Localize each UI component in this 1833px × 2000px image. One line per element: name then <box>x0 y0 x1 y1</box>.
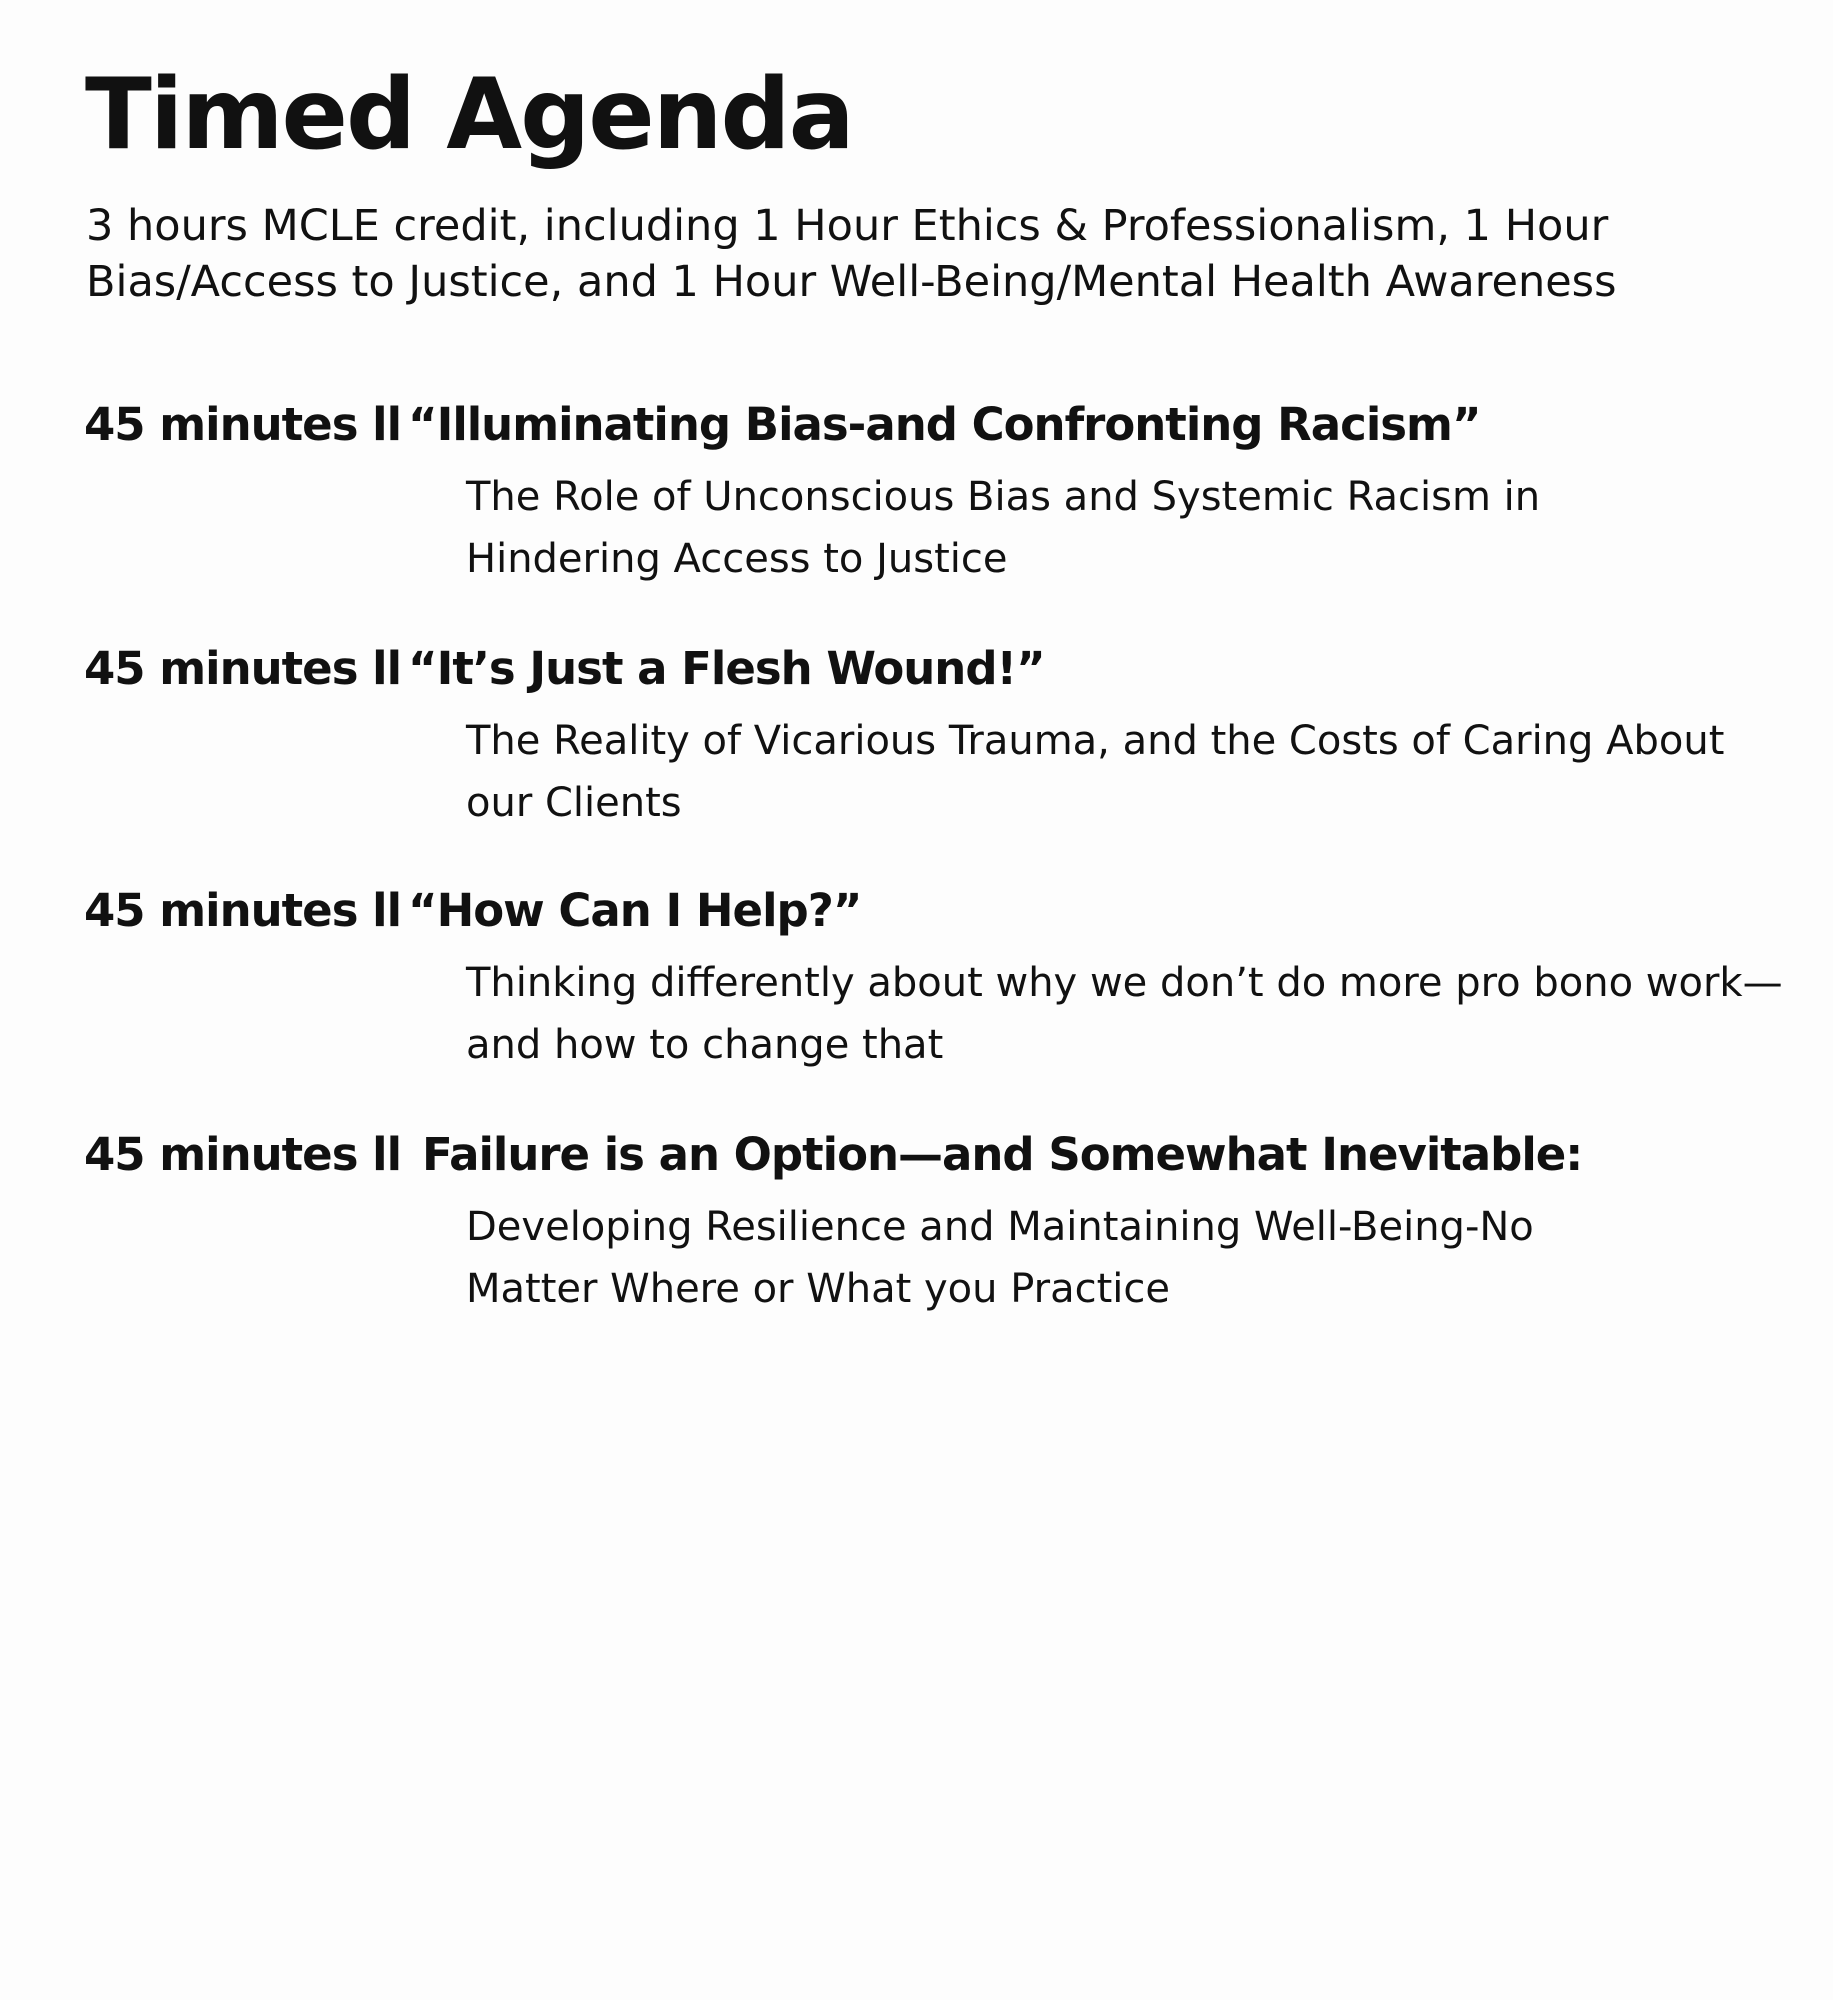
session-title: “How Can I Help?” <box>408 884 862 937</box>
session-description-line: our Clients <box>466 780 682 826</box>
session-title: “Illuminating Bias-and Confronting Racism” <box>408 398 1481 451</box>
session-description-line: Hindering Access to Justice <box>466 536 1008 582</box>
session-description-line: and how to change that <box>466 1022 944 1068</box>
session-description <box>466 952 1786 1076</box>
session-description-line: Matter Where or What you Practice <box>466 1266 1170 1312</box>
session-duration: 45 minutes ll <box>84 1128 402 1181</box>
session-title: Failure is an Option—and Somewhat Inevitable: <box>422 1128 1583 1181</box>
session-description-line: Thinking differently about why we don’t do more pro bono work— <box>466 960 1783 1006</box>
session-description-line: Developing Resilience and Maintaining Well-Being-No <box>466 1204 1534 1250</box>
session-description <box>466 466 1786 590</box>
session-description <box>466 1196 1786 1320</box>
session-description-line: The Role of Unconscious Bias and Systemic Racism in <box>466 474 1541 520</box>
session-duration: 45 minutes ll <box>84 398 402 451</box>
session-description-line: The Reality of Vicarious Trauma, and the Costs of Caring About <box>466 718 1725 764</box>
session-title: “It’s Just a Flesh Wound!” <box>408 642 1045 695</box>
session-duration: 45 minutes ll <box>84 642 402 695</box>
session-duration: 45 minutes ll <box>84 884 402 937</box>
session-description <box>466 710 1786 834</box>
credit-summary: 3 hours MCLE credit, including 1 Hour Ethics & Professionalism, 1 Hour Bias/Access to Justice, and 1 Hour Well-Being/Mental Health Awareness <box>86 201 1617 307</box>
page-title: Timed Agenda <box>85 58 853 172</box>
